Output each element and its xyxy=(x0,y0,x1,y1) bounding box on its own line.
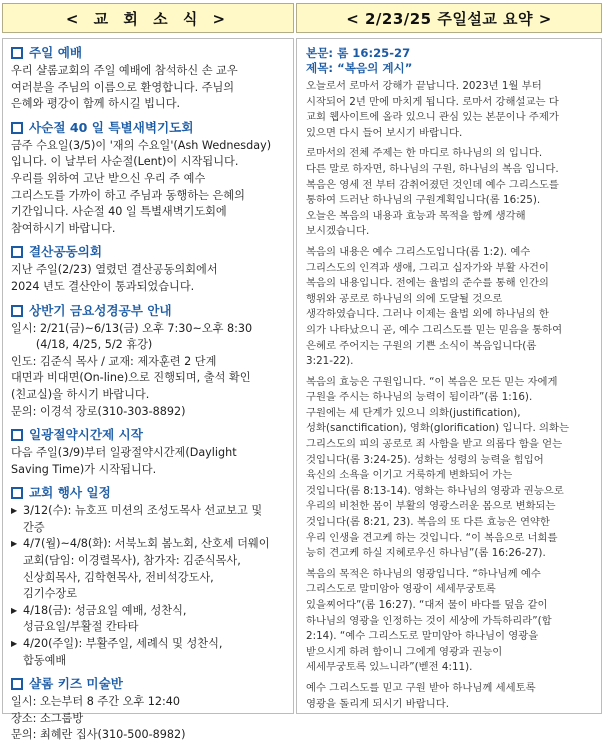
sermon-paragraph: 복음의 내용은 예수 그리스도입니다(롬 1:2). 예수 그리스도의 인격과 생애, 그리고 십자가와 부활 사건이 복음의 내용입니다. 전에는 율법의 준수를 통해 인간의 행위와 공로로 하나님의 의에 도달될 것으로 생각하였습니다. 그러나 이제는 율법 외에 하나님의 한 의가 나타났으니 곧, 예수 그리스도를 믿는 믿음을 통하여 은혜로 주어지는 구원의 기쁜 소식이 복음입니다(롬 3:21-22). xyxy=(306,245,563,368)
news-section-bible-study xyxy=(11,301,289,421)
section-title: 일광절약시간제 시작 xyxy=(11,425,289,445)
sermon-title: 제목: “복음의 계시” xyxy=(306,61,413,75)
square-bullet-icon xyxy=(11,678,23,690)
square-bullet-icon xyxy=(11,487,23,499)
section-title: 결산공동의회 xyxy=(11,242,289,262)
square-bullet-icon xyxy=(11,246,23,258)
event-item: ▶ 4/7(월)~4/8(화): 서북노회 봄노회, 산호세 더웨이 교회(담임: 이경렬목사), 참가자: 김준식목사, 신상희목사, 김학현목사, 전비석강도사, 김기수장로 xyxy=(11,536,289,602)
news-section-congregation-meeting xyxy=(11,242,289,295)
section-title: 상반기 금요성경공부 안내 xyxy=(11,301,289,321)
section-body: 다음 주일(3/9)부터 일광절약시간제(Daylight Saving Time)가 시작됩니다. xyxy=(11,446,237,476)
square-bullet-icon xyxy=(11,47,23,59)
church-news-header: < 교 회 소 식 > xyxy=(2,3,294,33)
event-item: ▶ 4/18(금): 성금요일 예배, 성찬식, 성금요일/부활절 칸타타 xyxy=(11,603,289,636)
square-bullet-icon xyxy=(11,429,23,441)
event-list xyxy=(11,503,289,669)
news-section-worship xyxy=(11,43,289,113)
section-title: 교회 행사 일정 xyxy=(11,483,289,503)
sermon-paragraph: 예수 그리스도를 믿고 구원 받아 하나님께 세세토록 영광을 돌리게 되시기 바랍니다. xyxy=(306,681,536,710)
section-title: 샬롬 키즈 미술반 xyxy=(11,674,289,694)
news-section-daylight-saving xyxy=(11,425,289,478)
square-bullet-icon xyxy=(11,122,23,134)
sermon-panel xyxy=(296,38,602,714)
section-title: 주일 예배 xyxy=(11,43,289,63)
section-body: 일시: 2/21(금)~6/13(금) 오후 7:30~오후 8:30 (4/18, 4/25, 5/2 휴강) 인도: 김준식 목사 / 교재: 제자훈련 2 단계 대면과 비대면(On-line)으로 진행되며, 출석 확인 (친교실)을 하시기 바랍니다. 문의: 이경석 장로(310-303-8892) xyxy=(11,321,253,418)
sermon-scripture: 본문: 롬 16:25-27 xyxy=(306,46,411,60)
church-news-panel xyxy=(2,38,294,742)
section-body: 일시: 오는부터 8 주간 오후 12:40 장소: 소그룹방 문의: 최혜란 집사(310-500-8982) xyxy=(11,695,186,742)
section-body: 지난 주일(2/23) 열렸던 결산공동의회에서 2024 년도 결산안이 통과되었습니다. xyxy=(11,263,218,293)
sermon-summary-header: < 2/23/25 주일설교 요약 > xyxy=(296,3,602,33)
sermon-paragraph: 복음의 목적은 하나님의 영광입니다. “하나님께 예수 그리스도로 말미암아 영광이 세세무궁토록 있을찌어다”(롬 16:27). “대저 물이 바다를 덮음 같이 하나님의 영광을 인정하는 것이 세상에 가득하리라”(합 2:14). “예수 그리스도로 말미암아 하나님이 영광을 받으시게 하려 함이니 그에게 영광과 권능이 세세무궁토록 있느니라”(벧전 4:11). xyxy=(306,567,552,674)
section-title: 사순절 40 일 특별새벽기도회 xyxy=(11,118,289,138)
square-bullet-icon xyxy=(11,305,23,317)
sermon-paragraph: 오늘로서 로마서 강해가 끝납니다. 2023년 1월 부터 시작되어 2년 만에 마치게 됩니다. 로마서 강해설교는 다 교회 웹사이트에 올라 있으니 관심 있는 본문이나 주제가 있으면 다시 들어 보시기 바랍니다. xyxy=(306,80,559,139)
sermon-paragraph: 로마서의 전체 주제는 한 마디로 하나님의 의 입니다. 다른 말로 하자면, 하나님의 구원, 하나님의 복음 입니다. 복음은 영세 전 부터 감취어졌던 것인데 예수 그리스도를 통하여 드러난 하나님의 구원계획입니다(롬 16:25). 오늘은 복음의 내용과 효능과 목적을 함께 생각해 보시겠습니다. xyxy=(306,147,559,238)
event-item: ▶ 4/20(주일): 부활주일, 세례식 및 성찬식, 합동예배 xyxy=(11,636,289,669)
news-section-events xyxy=(11,483,289,669)
section-body: 우리 샬롬교회의 주일 예배에 참석하신 손 교우 여러분을 주님의 이름으로 환영합니다. 주님의 은혜와 평강이 함께 하시길 빕니다. xyxy=(11,64,238,111)
event-item: ▶ 3/12(수): 뉴호프 미션의 조성도목사 선교보고 및 간증 xyxy=(11,503,289,536)
section-body: 금주 수요일(3/5)이 '재의 수요일'(Ash Wednesday) 입니다. 이 날부터 사순절(Lent)이 시작됩니다. 우리를 위하여 고난 받으신 우리 주 예수 그리스도를 가까이 하고 주님과 동행하는 은혜의 기간입니다. 사순절 40 일 특별새벽기도회에 참여하시기 바랍니다. xyxy=(11,138,272,235)
news-section-kids-art xyxy=(11,674,289,744)
sermon-paragraph: 복음의 효능은 구원입니다. “이 복음은 모든 믿는 자에게 구원을 주시는 하나님의 능력이 됨이라”(롬 1:16). 구원에는 세 단계가 있으니 의화(justification), 성화(sanctification), 영화(glorification) 입니다. 의화는 그리스도의 피의 공로로 죄 사함을 받고 의롭다 함을 얻는 것입니다(롬 3:24-25). 성화는 성령의 능력을 힘입어 육신의 소욕을 이기고 거룩하게 변화되어 가는 것입니다(롬 8:13-14). 영화는 하나님의 영광과 권능으로 우리의 비천한 몸이 부활의 영광스러운 몸으로 변화되는 것입니다(롬 8:21, 23). 복음의 또 다른 효능은 연약한 우리 인생을 견고케 하는 것입니다. “이 복음으로 너희를 능히 견고케 하실 지혜로우신 하나님”(롬 16:26-27). xyxy=(306,375,570,560)
news-section-lent-prayer xyxy=(11,118,289,238)
